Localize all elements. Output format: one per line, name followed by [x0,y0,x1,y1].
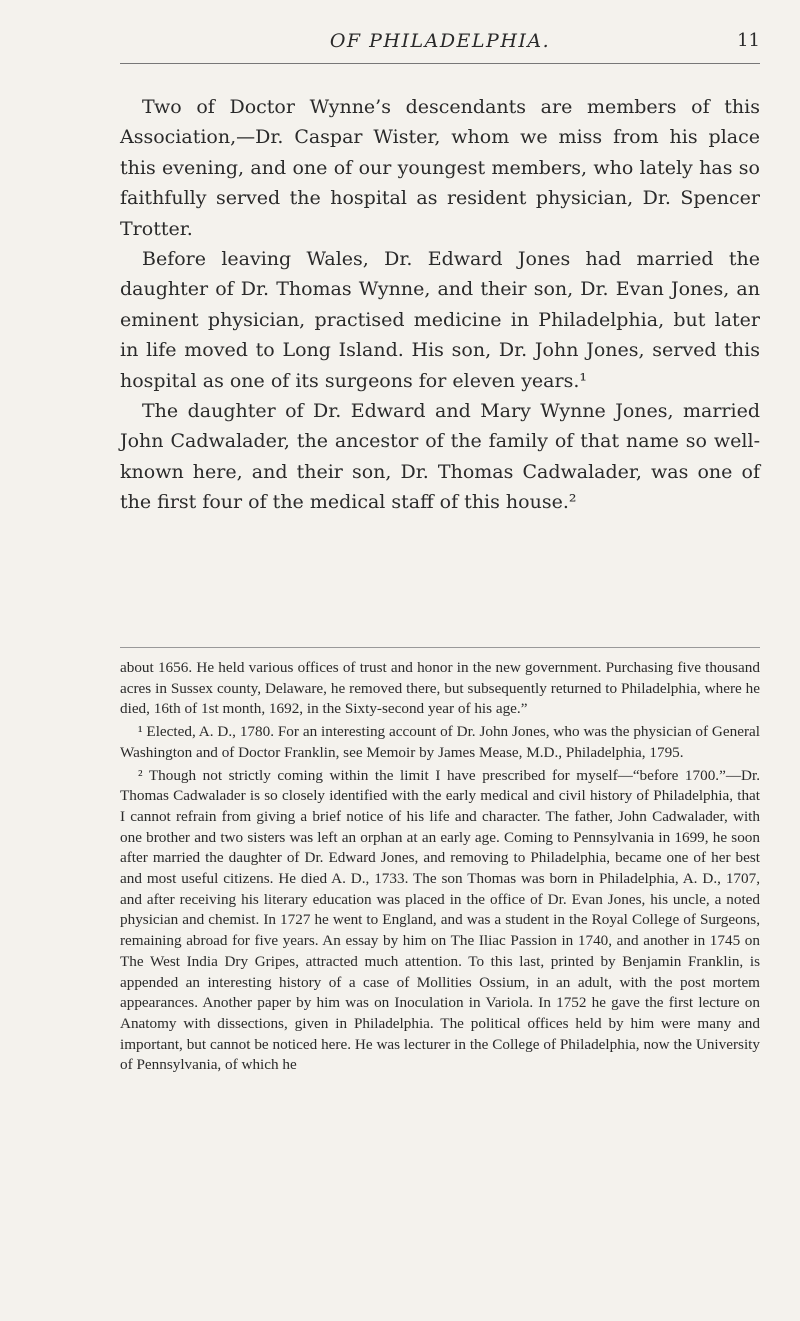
header-rule [120,63,760,64]
body-paragraph-2: Before leaving Wales, Dr. Edward Jones had married the daughter of Dr. Thomas Wynne, and their son, Dr. Evan Jones, an eminent physician, practised medicine in Philadelphia, but later in life moved to Long Island. His son, Dr. John Jones, served this hospital as one of its surgeons for eleven years.¹ [120,248,760,392]
running-head-title: OF PHILADELPHIA. [329,30,551,52]
footnote-continuation: about 1656. He held various offices of trust and honor in the new government. Purchasing five thousand acres in Sussex county, Delaware, he removed there, but subsequently returned to Philadelphia, where he died, 16th of 1st month, 1692, in the Sixty-second year of his age.” [120,659,760,718]
footnote-1: ¹ Elected, A. D., 1780. For an interesting account of Dr. John Jones, who was the physician of General Washington and of Doctor Franklin, see Memoir by James Mease, M.D., Philadelphia, 1795. [120,723,760,761]
running-head [120,28,760,58]
page-number: 11 [737,30,760,51]
footnote-2: ² Though not strictly coming within the limit I have prescribed for myself—“before 1700.”—Dr. Thomas Cadwalader is so closely identified with the early medical and civil history of Philadelphia, that I cannot refrain from giving a brief notice of his life and character. The father, John Cadwalader, with one brother and two sisters was left an orphan at an early age. Coming to Pennsylvania in 1699, he soon after married the daughter of Dr. Edward Jones, and removing to Philadelphia, became one of her best and most useful citizens. He died A. D., 1733. The son Thomas was born in Philadelphia, A. D., 1707, and after receiving his literary education was placed in the office of Dr. Evan Jones, his uncle, a noted physician and chemist. In 1727 he went to England, and was a student in the Royal College of Surgeons, remaining abroad for five years. An essay by him on The Iliac Passion in 1740, and another in 1745 on The West India Dry Gripes, attracted much attention. To this last, printed by Benjamin Franklin, is appended an interesting history of a case of Mollities Ossium, in an adult, with the post mortem appearances. Another paper by him was on Inoculation in Variola. In 1752 he gave the first lecture on Anatomy with dissections, given in Philadelphia. The political offices held by him were many and important, but cannot be noticed here. He was lecturer in the College of Philadelphia, now the University of Pennsylvania, of which he [120,766,760,1074]
footnotes [120,658,760,1078]
body-paragraph-3: The daughter of Dr. Edward and Mary Wynne Jones, married John Cadwalader, the ancestor of the family of that name so well-known here, and their son, Dr. Thomas Cadwalader, was one of the first four of the medical staff of this house.² [120,400,760,514]
body-paragraph-1: Two of Doctor Wynne’s descendants are members of this Association,—Dr. Caspar Wister, whom we miss from his place this evening, and one of our youngest members, who lately has so faithfully served the hospital as resident physician, Dr. Spencer Trotter. [120,96,760,240]
footnote-rule [120,647,760,648]
main-text [120,92,760,518]
